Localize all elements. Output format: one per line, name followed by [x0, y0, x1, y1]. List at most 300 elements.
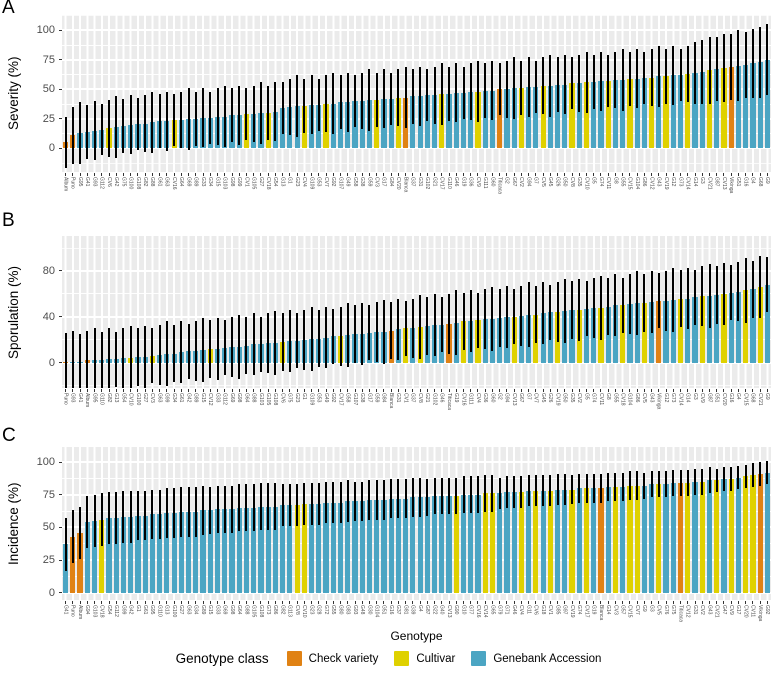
error-bar — [709, 264, 711, 328]
y-tick-label: 100 — [36, 456, 55, 469]
error-bar — [412, 299, 414, 359]
error-bar — [108, 100, 110, 157]
x-tick-mark — [543, 601, 544, 604]
error-bar — [79, 334, 81, 388]
x-tick-mark — [477, 173, 478, 176]
x-tick-mark — [362, 173, 363, 176]
x-tick-mark — [239, 601, 240, 604]
error-bar — [745, 258, 747, 322]
error-bar — [470, 63, 472, 120]
error-bar — [390, 302, 392, 359]
x-tick-mark — [745, 173, 746, 176]
x-tick-label: G19 — [453, 393, 460, 403]
x-tick-mark — [441, 601, 442, 604]
x-tick-mark — [289, 173, 290, 176]
x-tick-mark — [760, 601, 761, 604]
error-bar — [463, 476, 465, 513]
x-tick-label: G13 — [163, 605, 170, 615]
x-tick-mark — [217, 389, 218, 392]
x-tick-mark — [579, 173, 580, 176]
x-tick-label: G31 — [691, 605, 698, 615]
x-tick-label: G95 — [76, 177, 83, 187]
x-tick-label: CV12 — [684, 605, 691, 618]
x-tick-mark — [383, 601, 384, 604]
error-bar — [513, 476, 515, 507]
x-tick-mark — [564, 173, 565, 176]
x-tick-mark — [557, 173, 558, 176]
x-tick-label: G79 — [496, 605, 503, 615]
x-tick-mark — [195, 173, 196, 176]
bar — [692, 482, 697, 593]
error-bar — [535, 475, 537, 506]
x-tick-mark — [376, 173, 377, 176]
y-tick-label: 25 — [42, 112, 55, 125]
x-tick-mark — [203, 601, 204, 604]
plot-area-incidence — [62, 447, 771, 600]
x-tick-label: G27 — [257, 177, 264, 187]
x-tick-mark — [340, 173, 341, 176]
x-tick-label: G69 — [221, 605, 228, 615]
error-bar — [600, 474, 602, 503]
x-tick-label: G104 — [633, 177, 640, 190]
x-tick-label: G89 — [192, 393, 199, 403]
x-tick-label: G86 — [633, 393, 640, 403]
x-tick-label: G89 — [192, 177, 199, 187]
x-tick-label: G23 — [293, 393, 300, 403]
error-bar — [448, 67, 450, 121]
x-tick-mark — [101, 389, 102, 392]
x-tick-label: G46 — [510, 605, 517, 615]
error-bar — [622, 473, 624, 502]
x-tick-mark — [188, 389, 189, 392]
x-tick-label: G110 — [98, 393, 105, 405]
x-tick-mark — [543, 389, 544, 392]
x-tick-mark — [738, 601, 739, 604]
error-bar — [115, 492, 117, 544]
x-tick-mark — [564, 601, 565, 604]
error-bar — [274, 82, 276, 141]
x-tick-label: G35 — [576, 177, 583, 187]
legend-label: Genebank Accession — [493, 652, 602, 665]
x-tick-label: G36 — [467, 177, 474, 187]
error-bar — [231, 317, 233, 377]
x-tick-mark — [145, 389, 146, 392]
x-tick-label: G93 — [351, 605, 358, 615]
x-tick-label: Blanca — [597, 605, 604, 621]
error-bar — [419, 478, 421, 517]
error-bar — [737, 262, 739, 322]
error-bar — [354, 75, 356, 127]
x-tick-label: CV10 — [301, 605, 308, 618]
x-tick-mark — [65, 389, 66, 392]
y-tick-label: 0 — [48, 142, 55, 155]
error-bar — [549, 475, 551, 506]
x-tick-label: G18 — [539, 605, 546, 615]
bar — [642, 486, 647, 593]
x-tick-mark — [514, 389, 515, 392]
error-bar — [318, 79, 320, 131]
error-bar — [535, 61, 537, 113]
x-tick-mark — [412, 601, 413, 604]
error-bar — [672, 470, 674, 496]
error-bar — [448, 478, 450, 515]
x-tick-label: G26 — [554, 177, 561, 187]
x-tick-label: G93 — [69, 393, 76, 403]
error-bar — [716, 469, 718, 493]
x-tick-label: G36 — [482, 393, 489, 403]
x-axis-ticks-severity — [62, 172, 771, 176]
x-tick-mark — [398, 173, 399, 176]
x-tick-label: G7 — [532, 177, 539, 184]
x-axis-ticks-sporulation — [62, 388, 771, 392]
error-bar — [144, 491, 146, 541]
error-bar — [499, 63, 501, 115]
y-tick-label: 75 — [42, 488, 55, 501]
x-tick-label: G80 — [337, 605, 344, 615]
x-tick-label: G93 — [91, 177, 98, 187]
y-axis-title-sporulation: Sporulation (%) — [6, 265, 21, 359]
x-tick-label: G55 — [619, 177, 626, 187]
x-tick-label: G73 — [264, 605, 271, 615]
y-axis-severity — [24, 15, 62, 172]
x-tick-mark — [369, 601, 370, 604]
error-bar — [217, 88, 219, 145]
error-bar — [687, 470, 689, 496]
legend-label: Cultivar — [416, 652, 456, 665]
error-bar — [752, 29, 754, 97]
x-tick-mark — [449, 601, 450, 604]
bar — [649, 484, 654, 593]
error-bar — [586, 52, 588, 113]
error-bar — [340, 307, 342, 367]
error-bar — [267, 483, 269, 530]
error-bar — [209, 320, 211, 377]
x-tick-label: G64 — [178, 177, 185, 187]
error-bar — [535, 286, 537, 343]
error-bar — [332, 309, 334, 364]
x-tick-mark — [224, 601, 225, 604]
x-tick-mark — [463, 173, 464, 176]
bar — [620, 487, 625, 593]
x-tick-label: G14 — [684, 393, 691, 403]
x-tick-mark — [275, 389, 276, 392]
x-tick-mark — [666, 173, 667, 176]
error-bar — [86, 105, 88, 159]
bar — [591, 488, 596, 593]
x-tick-label: G68 — [749, 393, 756, 403]
x-tick-label: G10 — [460, 605, 467, 615]
error-bar — [694, 42, 696, 103]
x-tick-label: G67 — [518, 393, 525, 403]
x-tick-mark — [174, 173, 175, 176]
error-bar — [557, 474, 559, 505]
x-tick-label: G63 — [156, 393, 163, 403]
x-tick-mark — [232, 389, 233, 392]
x-tick-label: G34 — [207, 177, 214, 187]
error-bar — [173, 488, 175, 538]
x-tick-label: G104 — [373, 605, 380, 618]
x-tick-label: G5 — [590, 177, 597, 184]
x-tick-mark — [210, 173, 211, 176]
x-tick-label: G73 — [677, 177, 684, 187]
x-tick-mark — [441, 173, 442, 176]
error-bar — [180, 92, 182, 149]
error-bar — [622, 278, 624, 333]
x-tick-label: Album — [76, 605, 83, 620]
error-bar — [159, 94, 161, 148]
x-tick-mark — [355, 601, 356, 604]
error-bar — [296, 484, 298, 526]
x-tick-label: G81 — [402, 605, 409, 615]
x-tick-mark — [159, 389, 160, 392]
x-tick-label: G87 — [424, 605, 431, 615]
x-tick-mark — [723, 601, 724, 604]
x-tick-label: G34 — [170, 393, 177, 403]
error-bar — [137, 491, 139, 541]
x-tick-label: G19 — [590, 605, 597, 615]
bar — [765, 473, 770, 593]
x-tick-mark — [456, 173, 457, 176]
bar — [743, 476, 748, 592]
x-tick-mark — [723, 389, 724, 392]
x-tick-label: G99 — [236, 177, 243, 187]
error-bar — [426, 69, 428, 121]
x-tick-label: Titicaca — [496, 177, 503, 195]
x-tick-label: G92 — [330, 393, 337, 403]
error-bar — [347, 73, 349, 132]
x-tick-mark — [130, 389, 131, 392]
error-bar — [564, 55, 566, 114]
error-bar — [159, 490, 161, 540]
error-bar — [245, 484, 247, 531]
x-tick-label: G33 — [214, 605, 221, 615]
x-tick-mark — [246, 389, 247, 392]
error-bar — [759, 462, 761, 486]
error-bar — [600, 276, 602, 340]
bar — [750, 475, 755, 593]
x-tick-mark — [130, 173, 131, 176]
x-tick-label: G4 — [749, 177, 756, 184]
x-tick-mark — [224, 173, 225, 176]
x-tick-mark — [311, 601, 312, 604]
error-bar — [694, 270, 696, 325]
x-tick-mark — [391, 389, 392, 392]
x-tick-mark — [608, 389, 609, 392]
x-tick-label: G54 — [120, 393, 127, 403]
error-bar — [151, 92, 153, 153]
error-bar — [651, 49, 653, 106]
error-bar — [130, 95, 132, 154]
x-tick-mark — [702, 601, 703, 604]
error-bar — [122, 328, 124, 388]
x-tick-mark — [470, 173, 471, 176]
error-bar — [723, 467, 725, 491]
x-tick-label: G50 — [561, 177, 568, 187]
x-tick-label: CV21 — [706, 177, 713, 190]
x-tick-mark — [239, 389, 240, 392]
error-bar — [159, 325, 161, 385]
error-bar — [238, 86, 240, 145]
x-tick-mark — [564, 389, 565, 392]
x-tick-label: G85 — [554, 605, 561, 615]
error-bar — [108, 492, 110, 544]
x-tick-mark — [600, 389, 601, 392]
error-bar — [361, 482, 363, 521]
x-tick-mark — [130, 601, 131, 604]
x-tick-label: CV20 — [395, 177, 402, 190]
x-tick-mark — [87, 173, 88, 176]
x-tick-mark — [195, 601, 196, 604]
error-bar — [282, 82, 284, 134]
x-tick-mark — [745, 389, 746, 392]
error-bar — [513, 57, 515, 118]
gridline-major — [62, 461, 771, 463]
x-tick-label: G98 — [228, 605, 235, 615]
x-tick-label: CV12 — [648, 177, 655, 190]
error-bar — [94, 101, 96, 160]
x-tick-label: G9 — [764, 393, 771, 400]
x-tick-label: Blanca — [387, 393, 394, 409]
x-tick-mark — [535, 173, 536, 176]
error-bar — [303, 310, 305, 370]
x-tick-label: G107 — [337, 177, 344, 190]
x-tick-label: G59 — [366, 177, 373, 187]
error-bar — [101, 104, 103, 156]
x-tick-mark — [109, 173, 110, 176]
x-tick-mark — [383, 173, 384, 176]
x-tick-mark — [637, 601, 638, 604]
x-tick-mark — [506, 389, 507, 392]
error-bar — [520, 286, 522, 346]
x-tick-label: CV17 — [438, 177, 445, 190]
error-bar — [636, 471, 638, 500]
x-tick-label: G12 — [670, 177, 677, 187]
x-tick-mark — [326, 173, 327, 176]
error-bar — [586, 281, 588, 336]
x-tick-label: G76 — [662, 605, 669, 615]
x-tick-label: G43 — [648, 393, 655, 403]
error-bar — [643, 52, 645, 104]
x-tick-label: G59 — [373, 393, 380, 403]
cultivar-swatch — [394, 651, 409, 666]
x-tick-label: CV6 — [279, 393, 286, 403]
error-bar — [188, 88, 190, 149]
error-bar — [245, 88, 247, 140]
x-tick-label: CV8 — [293, 605, 300, 615]
x-tick-mark — [723, 173, 724, 176]
error-bar — [651, 271, 653, 333]
x-tick-label: G17 — [366, 393, 373, 403]
x-tick-label: G15 — [199, 393, 206, 403]
bar — [577, 488, 582, 593]
bar — [700, 482, 705, 593]
x-tick-mark — [311, 389, 312, 392]
bar — [729, 479, 734, 593]
error-bar — [665, 471, 667, 497]
x-tick-mark — [615, 389, 616, 392]
x-tick-mark — [579, 601, 580, 604]
x-tick-label: G4 — [735, 393, 742, 400]
bar — [685, 483, 690, 593]
x-tick-label: G26 — [547, 393, 554, 403]
error-bar — [224, 320, 226, 375]
x-tick-mark — [687, 389, 688, 392]
x-tick-mark — [644, 389, 645, 392]
error-bar — [180, 321, 182, 383]
gridline-minor — [62, 15, 771, 16]
x-tick-mark — [514, 173, 515, 176]
error-bar — [614, 274, 616, 336]
error-bar — [202, 88, 204, 147]
check-variety-swatch — [287, 651, 302, 666]
x-tick-label: G13 — [279, 177, 286, 187]
x-tick-label: Titicaca — [677, 605, 684, 623]
error-bar — [195, 487, 197, 537]
x-tick-mark — [514, 601, 515, 604]
x-tick-mark — [217, 601, 218, 604]
x-tick-mark — [695, 601, 696, 604]
x-tick-label: G1 — [134, 605, 141, 612]
error-bar — [484, 289, 486, 349]
error-bar — [173, 94, 175, 146]
error-bar — [238, 315, 240, 379]
x-tick-mark — [470, 601, 471, 604]
error-bar — [564, 279, 566, 343]
x-tick-label: G51 — [380, 605, 387, 615]
error-bar — [166, 92, 168, 151]
error-bar — [701, 266, 703, 326]
error-bar — [231, 486, 233, 533]
error-bar — [72, 510, 74, 562]
error-bar — [282, 484, 284, 526]
x-tick-mark — [695, 173, 696, 176]
error-bar — [311, 483, 313, 525]
x-tick-mark — [427, 389, 428, 392]
x-tick-label: G86 — [272, 605, 279, 615]
error-bar — [665, 49, 667, 103]
x-tick-mark — [289, 389, 290, 392]
x-tick-mark — [608, 173, 609, 176]
x-tick-label: G53 — [315, 393, 322, 403]
error-bar — [434, 478, 436, 515]
x-tick-mark — [767, 173, 768, 176]
x-tick-mark — [485, 601, 486, 604]
x-tick-label: G49 — [344, 177, 351, 187]
x-axis-ticks-incidence — [62, 600, 771, 604]
error-bar — [260, 483, 262, 530]
x-tick-mark — [80, 173, 81, 176]
error-bar — [499, 289, 501, 346]
error-bar — [419, 67, 421, 126]
x-tick-mark — [188, 601, 189, 604]
x-tick-label: CV10 — [583, 177, 590, 190]
x-tick-label: G67 — [510, 177, 517, 187]
x-tick-mark — [477, 389, 478, 392]
x-tick-mark — [94, 601, 95, 604]
error-bar — [766, 461, 768, 485]
x-tick-mark — [398, 601, 399, 604]
x-tick-label: G19 — [460, 177, 467, 187]
x-tick-label: CV4 — [474, 393, 481, 403]
error-bar — [217, 318, 219, 380]
error-bar — [101, 493, 103, 545]
x-tick-label: CV1 — [243, 177, 250, 187]
x-tick-label: CV18 — [619, 393, 626, 406]
x-tick-label: G57 — [619, 605, 626, 615]
x-tick-mark — [629, 389, 630, 392]
x-tick-label: G75 — [286, 393, 293, 403]
x-tick-mark — [535, 601, 536, 604]
